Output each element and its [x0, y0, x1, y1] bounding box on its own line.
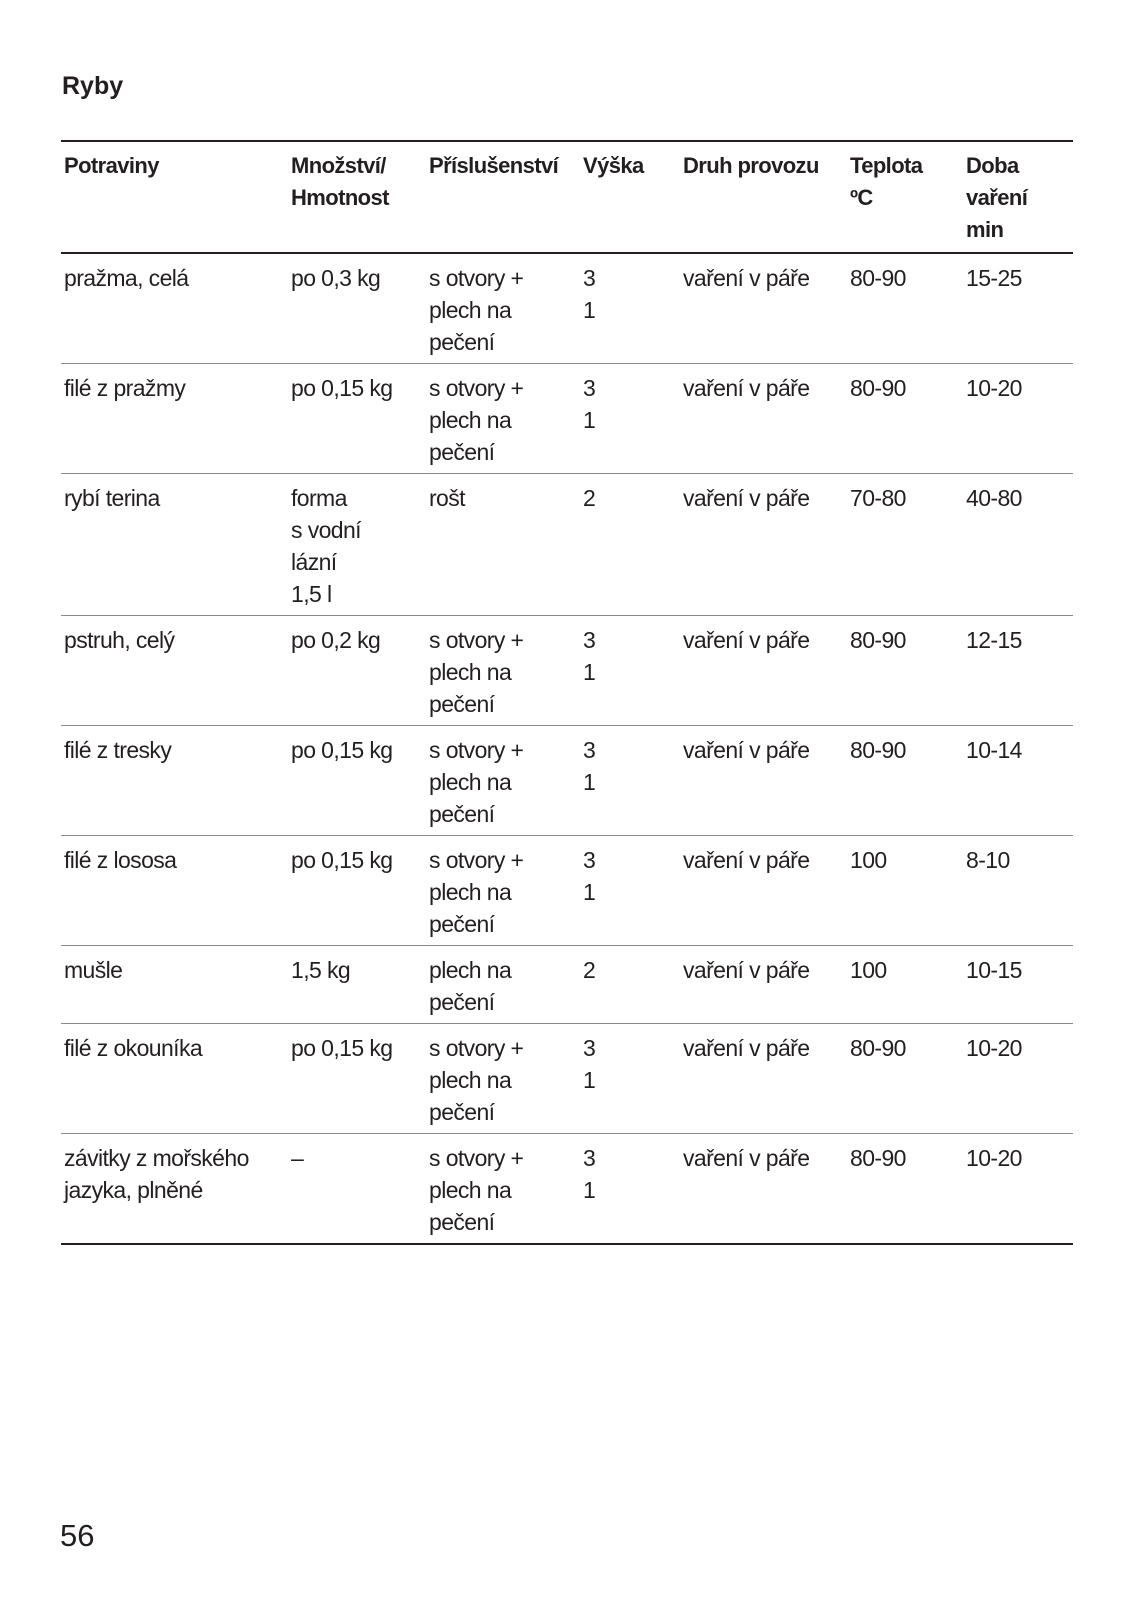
height-cell-line: 1	[583, 1067, 596, 1093]
quantity-cell	[288, 364, 426, 474]
temperature-cell	[847, 1024, 963, 1134]
mode-cell	[680, 946, 847, 1024]
food-cell	[61, 946, 288, 1024]
accessory-cell-line: pečení	[429, 801, 495, 827]
temperature-cell-line: 100	[850, 957, 887, 983]
food-cell	[61, 474, 288, 616]
quantity-cell-line: po 0,3 kg	[291, 265, 381, 291]
height-cell-line: 3	[583, 1145, 596, 1171]
table-row	[61, 364, 1073, 474]
header-cooking-time-line-3: min	[966, 217, 1004, 242]
cooking-time-cell-line: 10-20	[966, 375, 1022, 401]
mode-cell	[680, 474, 847, 616]
food-cell	[61, 253, 288, 364]
height-cell-line: 3	[583, 847, 596, 873]
table-row	[61, 616, 1073, 726]
cooking-time-cell	[963, 836, 1073, 946]
accessory-cell	[426, 616, 580, 726]
food-cell	[61, 836, 288, 946]
accessory-cell	[426, 836, 580, 946]
food-cell-line: filé z okouníka	[64, 1035, 203, 1061]
temperature-cell	[847, 616, 963, 726]
quantity-cell	[288, 1134, 426, 1245]
mode-cell	[680, 364, 847, 474]
accessory-cell-line: s otvory +	[429, 1145, 524, 1171]
accessory-cell-line: pečení	[429, 1209, 495, 1235]
header-food-text: Potraviny	[64, 153, 159, 178]
temperature-cell-line: 80-90	[850, 627, 906, 653]
temperature-cell	[847, 946, 963, 1024]
quantity-cell-line: 1,5 kg	[291, 957, 351, 983]
cooking-time-cell-line: 8-10	[966, 847, 1010, 873]
cooking-time-cell	[963, 726, 1073, 836]
cooking-time-cell-line: 15-25	[966, 265, 1022, 291]
accessory-cell-line: pečení	[429, 1099, 495, 1125]
height-cell-line: 3	[583, 737, 596, 763]
header-cooking-time-line-2: vaření	[966, 185, 1028, 210]
cooking-time-cell-line: 12-15	[966, 627, 1022, 653]
accessory-cell	[426, 726, 580, 836]
mode-cell	[680, 616, 847, 726]
accessory-cell-line: s otvory +	[429, 847, 524, 873]
height-cell	[580, 364, 680, 474]
mode-cell	[680, 1024, 847, 1134]
accessory-cell	[426, 1134, 580, 1245]
mode-cell	[680, 726, 847, 836]
mode-cell-line: vaření v páře	[683, 627, 810, 653]
accessory-cell	[426, 946, 580, 1024]
accessory-cell-line: pečení	[429, 911, 495, 937]
section-title: Ryby	[62, 72, 124, 100]
mode-cell-line: vaření v páře	[683, 485, 810, 511]
accessory-cell-line: pečení	[429, 329, 495, 355]
quantity-cell-line: po 0,15 kg	[291, 737, 393, 763]
quantity-cell-line: po 0,2 kg	[291, 627, 381, 653]
temperature-cell-line: 70-80	[850, 485, 906, 511]
quantity-cell	[288, 253, 426, 364]
mode-cell-line: vaření v páře	[683, 957, 810, 983]
temperature-cell-line: 100	[850, 847, 887, 873]
food-cell	[61, 364, 288, 474]
temperature-cell	[847, 836, 963, 946]
cooking-time-cell	[963, 1134, 1073, 1245]
height-cell-line: 2	[583, 957, 596, 983]
accessory-cell-line: plech na	[429, 1067, 512, 1093]
height-cell	[580, 946, 680, 1024]
quantity-cell-line: –	[291, 1145, 304, 1171]
header-quantity-line-2: Hmotnost	[291, 185, 389, 210]
cooking-time-cell	[963, 616, 1073, 726]
accessory-cell	[426, 474, 580, 616]
quantity-cell-line: lázní	[291, 549, 337, 575]
header-quantity	[288, 141, 426, 253]
height-cell-line: 1	[583, 879, 596, 905]
cooking-time-cell-line: 10-20	[966, 1035, 1022, 1061]
height-cell-line: 1	[583, 659, 596, 685]
temperature-cell-line: 80-90	[850, 1035, 906, 1061]
cooking-time-cell-line: 10-20	[966, 1145, 1022, 1171]
header-cooking-time	[963, 141, 1073, 253]
header-height	[580, 141, 680, 253]
height-cell-line: 1	[583, 297, 596, 323]
height-cell	[580, 253, 680, 364]
quantity-cell	[288, 474, 426, 616]
quantity-cell-line: po 0,15 kg	[291, 847, 393, 873]
height-cell-line: 1	[583, 407, 596, 433]
height-cell-line: 3	[583, 1035, 596, 1061]
mode-cell-line: vaření v páře	[683, 737, 810, 763]
mode-cell-line: vaření v páře	[683, 265, 810, 291]
food-cell-line: pstruh, celý	[64, 627, 175, 653]
height-cell	[580, 1024, 680, 1134]
height-cell-line: 1	[583, 769, 596, 795]
header-mode	[680, 141, 847, 253]
accessory-cell	[426, 364, 580, 474]
table-row	[61, 946, 1073, 1024]
accessory-cell-line: plech na	[429, 769, 512, 795]
table-row	[61, 1134, 1073, 1245]
accessory-cell-line: plech na	[429, 957, 512, 983]
quantity-cell-line: po 0,15 kg	[291, 1035, 393, 1061]
table-row	[61, 253, 1073, 364]
cooking-time-cell	[963, 364, 1073, 474]
header-accessory	[426, 141, 580, 253]
mode-cell-line: vaření v páře	[683, 1035, 810, 1061]
height-cell-line: 3	[583, 627, 596, 653]
temperature-cell	[847, 253, 963, 364]
food-cell-line: filé z lososa	[64, 847, 177, 873]
accessory-cell-line: pečení	[429, 691, 495, 717]
height-cell	[580, 836, 680, 946]
accessory-cell-line: s otvory +	[429, 737, 524, 763]
accessory-cell-line: s otvory +	[429, 627, 524, 653]
table-row	[61, 836, 1073, 946]
height-cell-line: 3	[583, 375, 596, 401]
fish-cooking-table-container	[61, 140, 1073, 1245]
food-cell-line: rybí terina	[64, 485, 160, 511]
quantity-cell	[288, 1024, 426, 1134]
temperature-cell	[847, 364, 963, 474]
mode-cell-line: vaření v páře	[683, 847, 810, 873]
height-cell-line: 2	[583, 485, 596, 511]
cooking-time-cell	[963, 253, 1073, 364]
mode-cell-line: vaření v páře	[683, 375, 810, 401]
temperature-cell	[847, 474, 963, 616]
food-cell	[61, 1134, 288, 1245]
food-cell-line: filé z tresky	[64, 737, 172, 763]
mode-cell	[680, 1134, 847, 1245]
food-cell-line: pražma, celá	[64, 265, 189, 291]
temperature-cell	[847, 1134, 963, 1245]
height-cell-line: 1	[583, 1177, 596, 1203]
quantity-cell-line: s vodní	[291, 517, 361, 543]
food-cell-line: závitky z mořského	[64, 1145, 249, 1171]
accessory-cell-line: rošt	[429, 485, 465, 511]
food-cell-line: mušle	[64, 957, 123, 983]
mode-cell	[680, 253, 847, 364]
quantity-cell	[288, 836, 426, 946]
cooking-time-cell-line: 40-80	[966, 485, 1022, 511]
accessory-cell-line: plech na	[429, 297, 512, 323]
temperature-cell-line: 80-90	[850, 1145, 906, 1171]
mode-cell-line: vaření v páře	[683, 1145, 810, 1171]
cooking-time-cell	[963, 946, 1073, 1024]
height-cell-line: 3	[583, 265, 596, 291]
header-mode-text: Druh provozu	[683, 153, 819, 178]
header-accessory-text: Příslušenství	[429, 153, 559, 178]
table-row	[61, 474, 1073, 616]
height-cell	[580, 1134, 680, 1245]
cooking-time-cell	[963, 1024, 1073, 1134]
header-temperature-line-1: Teplota	[850, 153, 923, 178]
header-temperature	[847, 141, 963, 253]
accessory-cell-line: pečení	[429, 989, 495, 1015]
temperature-cell-line: 80-90	[850, 737, 906, 763]
header-quantity-line-1: Množství/	[291, 153, 386, 178]
accessory-cell-line: s otvory +	[429, 375, 524, 401]
accessory-cell-line: pečení	[429, 439, 495, 465]
accessory-cell-line: plech na	[429, 879, 512, 905]
food-cell	[61, 726, 288, 836]
quantity-cell-line: 1,5 l	[291, 581, 332, 607]
accessory-cell-line: plech na	[429, 407, 512, 433]
header-cooking-time-line-1: Doba	[966, 153, 1019, 178]
header-food	[61, 141, 288, 253]
table-body	[61, 253, 1073, 1244]
page-number: 56	[60, 1518, 95, 1553]
temperature-cell-line: 80-90	[850, 265, 906, 291]
accessory-cell-line: s otvory +	[429, 1035, 524, 1061]
header-height-text: Výška	[583, 153, 644, 178]
quantity-cell-line: po 0,15 kg	[291, 375, 393, 401]
food-cell-line: filé z pražmy	[64, 375, 186, 401]
quantity-cell	[288, 726, 426, 836]
accessory-cell-line: plech na	[429, 1177, 512, 1203]
food-cell-line: jazyka, plněné	[64, 1177, 203, 1203]
height-cell	[580, 726, 680, 836]
food-cell	[61, 616, 288, 726]
table-header	[61, 141, 1073, 253]
cooking-time-cell-line: 10-15	[966, 957, 1022, 983]
height-cell	[580, 616, 680, 726]
fish-cooking-table	[61, 140, 1073, 1245]
quantity-cell	[288, 946, 426, 1024]
accessory-cell	[426, 1024, 580, 1134]
cooking-time-cell-line: 10-14	[966, 737, 1022, 763]
table-row	[61, 726, 1073, 836]
table-row	[61, 1024, 1073, 1134]
mode-cell	[680, 836, 847, 946]
cooking-time-cell	[963, 474, 1073, 616]
temperature-cell	[847, 726, 963, 836]
food-cell	[61, 1024, 288, 1134]
accessory-cell-line: plech na	[429, 659, 512, 685]
accessory-cell-line: s otvory +	[429, 265, 524, 291]
temperature-cell-line: 80-90	[850, 375, 906, 401]
quantity-cell-line: forma	[291, 485, 347, 511]
header-temperature-line-2: ºC	[850, 185, 873, 210]
height-cell	[580, 474, 680, 616]
header-row	[61, 141, 1073, 253]
accessory-cell	[426, 253, 580, 364]
quantity-cell	[288, 616, 426, 726]
